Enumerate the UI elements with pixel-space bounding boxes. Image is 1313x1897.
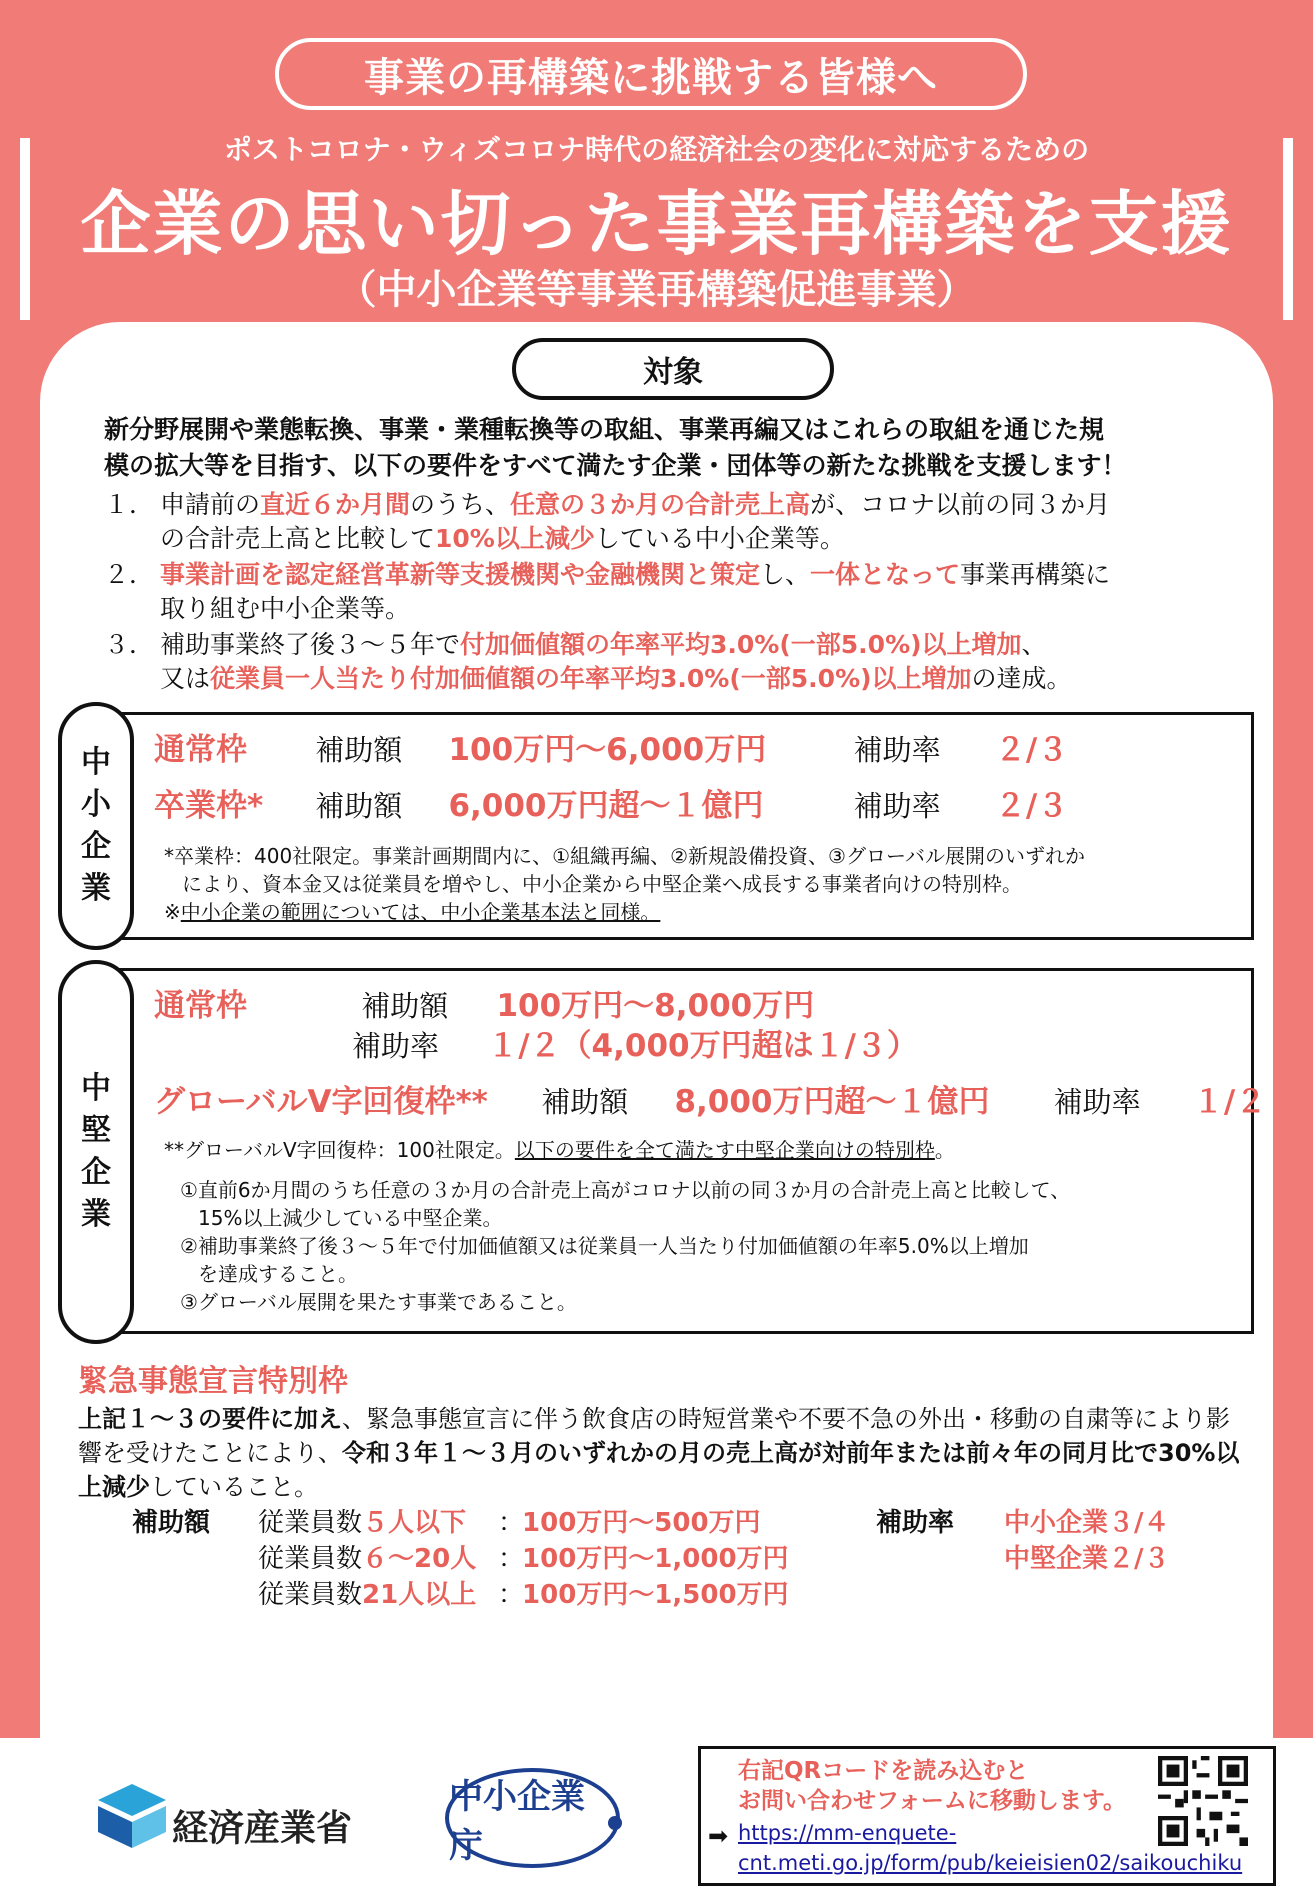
- side-char: 業: [81, 871, 111, 906]
- caution-text: ※今後、事業内容が変更される場合があります。３月に発表される予定の公募要領をご確認ください。: [82, 1695, 1231, 1724]
- amount-label: 補助額: [315, 733, 403, 767]
- link-line: https://mm-enquete-: [738, 1821, 957, 1845]
- amount-label: 補助額: [361, 989, 449, 1023]
- emergency-rate-sme: 中小企業３/４: [1004, 1508, 1170, 1538]
- mid-row-normal-amount: [154, 980, 814, 1025]
- rate-label: 補助率: [1053, 1085, 1141, 1119]
- frame-name: 卒業枠*: [154, 788, 264, 824]
- req-highlight: 付加価値額の年率平均3.0%(一部5.0%)以上増加: [460, 630, 1022, 659]
- target-intro: [104, 412, 1224, 484]
- meti-logo-icon: [98, 1784, 166, 1848]
- amount-value: 100万円～6,000万円: [448, 732, 767, 768]
- program-name: （中小企業等事業再構築促進事業）: [336, 267, 977, 313]
- target-label: 対象: [512, 338, 834, 400]
- req-highlight: 一体となって: [810, 560, 961, 589]
- emergency-row-1: [258, 1502, 761, 1539]
- req-highlight: 任意の３か月の合計売上高: [510, 490, 811, 519]
- req-text: 申請前の: [160, 490, 261, 519]
- amount-value: 100万円～8,000万円: [496, 988, 815, 1024]
- req-number: ３．: [104, 630, 155, 659]
- row-size: ５人以下: [362, 1508, 467, 1538]
- req-highlight: 従業員一人当たり付加価値額の年率平均3.0%(一部5.0%)以上増加: [210, 664, 972, 693]
- side-char: 中: [81, 1071, 111, 1106]
- mid-side-label: [58, 960, 134, 1344]
- note-line: ②補助事業終了後３～５年で付加価値額又は従業員一人当たり付加価値額の年率5.0%以上増加: [180, 1234, 1029, 1258]
- sme-row-graduation: [154, 780, 1068, 825]
- rate-value: ２/３: [994, 788, 1069, 824]
- emergency-amount-label: 補助額: [132, 1508, 211, 1538]
- emergency-text: 、緊急事態宣言に伴う飲食店の時短営業や不要不急の外出・移動の自粛等により影: [342, 1405, 1230, 1433]
- emergency-text: 上減少: [78, 1473, 150, 1501]
- rate-label: 補助率: [853, 733, 941, 767]
- note-line: **グローバルV字回復枠：100社限定。: [164, 1138, 515, 1162]
- emergency-rate-label: 補助率: [876, 1508, 955, 1538]
- requirement-1: [104, 488, 1224, 556]
- req-number: ２．: [104, 560, 155, 589]
- rate-value: ２/３: [994, 732, 1069, 768]
- frame-name: グローバルV字回復枠**: [154, 1084, 488, 1120]
- row-size: ６～20人: [362, 1544, 477, 1574]
- mid-notes: [180, 1176, 1070, 1316]
- note-line: 15%以上減少している中堅企業。: [198, 1206, 503, 1230]
- sme-notes: [164, 842, 1085, 926]
- note-line: 。: [934, 1138, 955, 1162]
- note-line: *卒業枠：400社限定。事業計画期間内に、①組織再編、②新規設備投資、③グローバル展開のいずれか: [164, 844, 1085, 868]
- row-amount: 100万円～1,500万円: [522, 1580, 789, 1610]
- side-char: 堅: [81, 1113, 111, 1148]
- emergency-row-3: [258, 1574, 789, 1611]
- budget-line: [0, 1630, 1313, 1690]
- req-text: の達成。: [971, 664, 1072, 693]
- chusho-logo: [445, 1768, 620, 1868]
- frame-name: 通常枠: [154, 988, 247, 1024]
- row-amount: 100万円～1,000万円: [522, 1544, 789, 1574]
- req-highlight: 10%以上減少: [435, 524, 595, 553]
- mid-note-header: [164, 1136, 955, 1164]
- rate-label: 補助率: [352, 1029, 440, 1063]
- intro-line-1: 新分野展開や業態転換、事業・業種転換等の取組、事業再編又はこれらの取組を通じた規: [104, 415, 1105, 444]
- requirement-2: [104, 558, 1224, 626]
- req-text: 又は: [160, 664, 211, 693]
- row-prefix: 従業員数: [258, 1580, 363, 1610]
- qr-code-icon[interactable]: [1158, 1756, 1248, 1846]
- side-char: 企: [81, 1155, 111, 1190]
- req-text: 、: [1021, 630, 1047, 659]
- note-line: 中小企業の範囲については、中小企業基本法と同様。: [180, 900, 661, 924]
- qr-instructions: [738, 1756, 1126, 1816]
- row-prefix: 従業員数: [258, 1544, 363, 1574]
- row-colon: ：: [498, 1544, 525, 1574]
- mid-row-normal-rate: [352, 1020, 918, 1065]
- note-line: ③グローバル展開を果たす事業であること。: [180, 1290, 577, 1314]
- amount-value: 8,000万円超～１億円: [674, 1084, 990, 1120]
- arrow-right-icon: ➡: [708, 1822, 729, 1850]
- side-char: 中: [81, 745, 111, 780]
- req-text: の合計売上高と比較して: [160, 524, 436, 553]
- amount-label: 補助額: [541, 1085, 629, 1119]
- side-char: 小: [81, 787, 111, 822]
- emergency-text: 令和３年１～３月のいずれかの月の売上高が対前年または前々年の同月比で30%以: [342, 1439, 1240, 1467]
- page-title: 企業の思い切った事業再構築を支援: [80, 183, 1233, 265]
- chusho-name: 中小企業庁: [449, 1777, 585, 1866]
- amount-value: 6,000万円超～１億円: [448, 788, 764, 824]
- link-line: cnt.meti.go.jp/form/pub/keieisien02/saikouchiku: [738, 1851, 1243, 1875]
- note-line: により、資本金又は従業員を増やし、中小企業から中堅企業へ成長する事業者向けの特別枠。: [182, 872, 1022, 896]
- req-text: 取り組む中小企業等。: [160, 594, 411, 623]
- row-size: 21人以上: [362, 1580, 477, 1610]
- row-colon: ：: [498, 1508, 525, 1538]
- note-line: ①直前6か月間のうち任意の３か月の合計売上高がコロナ以前の同３か月の合計売上高と比較して、: [180, 1178, 1071, 1202]
- mid-row-global-v: [154, 1076, 1266, 1121]
- req-text: 事業再構築に: [960, 560, 1111, 589]
- rate-label: 補助率: [853, 789, 941, 823]
- note-mark: ※: [164, 900, 181, 924]
- qr-line: お問い合わせフォームに移動します。: [738, 1788, 1127, 1814]
- row-prefix: 従業員数: [258, 1508, 363, 1538]
- sme-side-label: [58, 702, 134, 950]
- rate-value: １/２（4,000万円超は１/３）: [487, 1028, 918, 1064]
- budget-sub: 【３月に公募開始予定】: [739, 1653, 1036, 1684]
- req-highlight: 直近６か月間: [260, 490, 411, 519]
- subtitle: ポストコロナ・ウィズコロナ時代の経済社会の変化に対応するための: [223, 133, 1090, 166]
- header-pill: 事業の再構築に挑戦する皆様へ: [275, 38, 1027, 110]
- emergency-description: [78, 1402, 1248, 1504]
- req-text: し、: [760, 560, 811, 589]
- req-text: している中小企業等。: [594, 524, 845, 553]
- qr-line: 右記QRコードを読み込むと: [738, 1758, 1029, 1784]
- req-highlight: 事業計画を認定経営革新等支援機関や金融機関と策定: [160, 560, 761, 589]
- requirement-3: [104, 628, 1224, 696]
- side-char: 企: [81, 829, 111, 864]
- req-text: のうち、: [410, 490, 511, 519]
- req-number: １．: [104, 490, 155, 519]
- emergency-text: 響を受けたことにより、: [78, 1439, 342, 1467]
- note-line: 以下の要件を全て満たす中堅企業向けの特別枠: [514, 1138, 935, 1162]
- emergency-rate-mid: 中堅企業２/３: [1004, 1544, 1170, 1574]
- row-amount: 100万円～500万円: [522, 1508, 761, 1538]
- note-line: を達成すること。: [198, 1262, 358, 1286]
- req-text: が、コロナ以前の同３か月: [810, 490, 1111, 519]
- chusho-dot-icon: [608, 1816, 622, 1830]
- emergency-row-2: [258, 1538, 789, 1575]
- emergency-text: していること。: [150, 1473, 318, 1501]
- emergency-text: 上記１～３の要件に加え: [78, 1405, 342, 1433]
- rate-value: １/２: [1192, 1084, 1267, 1120]
- sme-row-normal: [154, 724, 1068, 769]
- emergency-title: 緊急事態宣言特別枠: [78, 1364, 348, 1399]
- amount-label: 補助額: [315, 789, 403, 823]
- side-char: 業: [81, 1197, 111, 1232]
- budget-main: 令和２年度３次補正予算: [276, 1638, 739, 1687]
- meti-name: 経済産業省: [172, 1808, 353, 1849]
- intro-line-2: 模の拡大等を目指す、以下の要件をすべて満たす企業・団体等の新たな挑戦を支援します！: [104, 451, 1127, 480]
- req-text: 補助事業終了後３～５年で: [160, 630, 461, 659]
- row-colon: ：: [498, 1580, 525, 1610]
- frame-name: 通常枠: [154, 732, 247, 768]
